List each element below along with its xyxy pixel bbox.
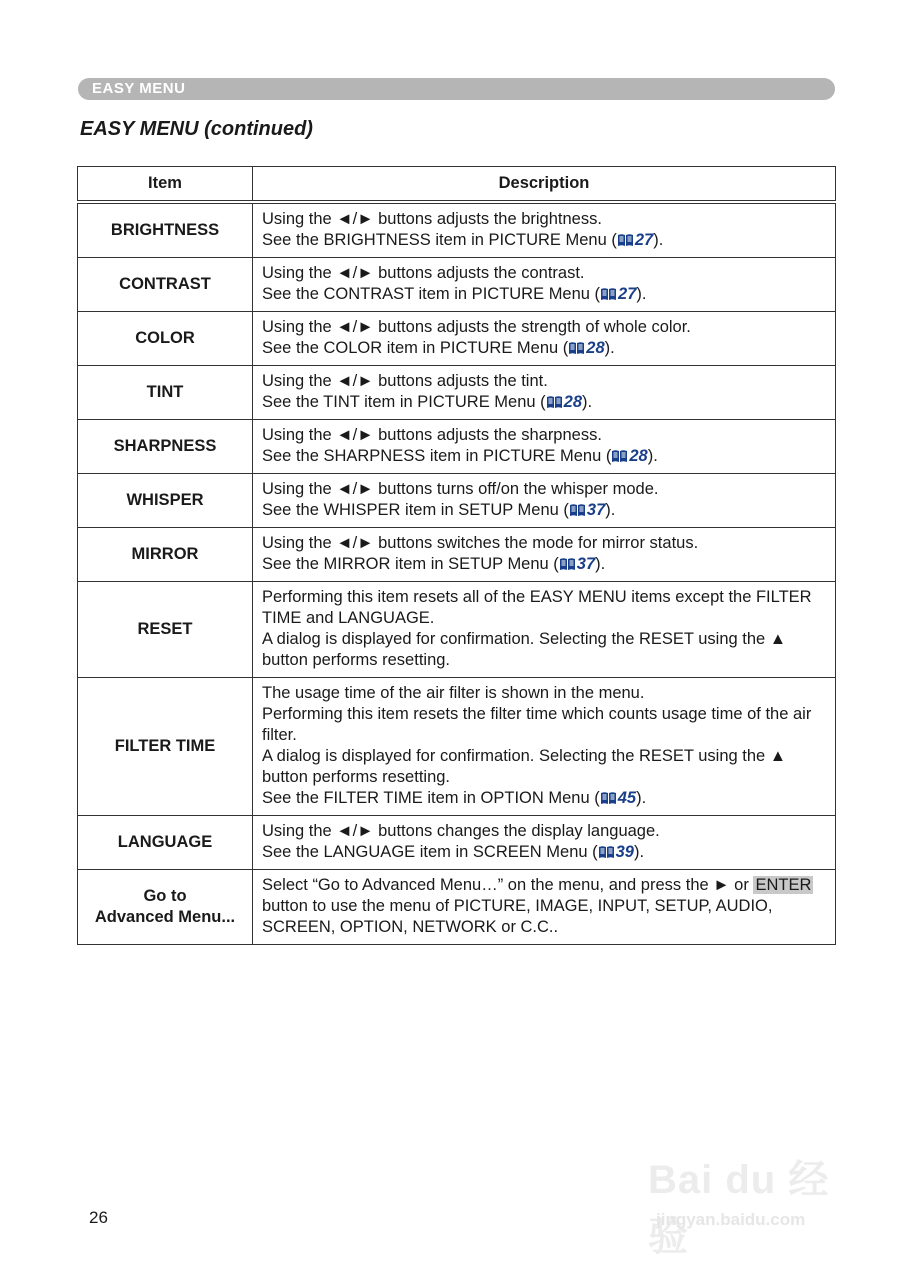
column-header-description: Description [253, 167, 836, 203]
description-text-before: Select “Go to Advanced Menu…” on the menu, and press the ► or [262, 876, 754, 894]
description-cell [253, 312, 836, 366]
table-row [78, 202, 836, 258]
reference-line [262, 842, 827, 863]
item-name-cell: SHARPNESS [78, 420, 253, 474]
reference-line [262, 446, 827, 467]
item-name-cell: WHISPER [78, 474, 253, 528]
reference-suffix: ). [595, 555, 606, 573]
reference-line [262, 554, 827, 575]
description-cell [253, 528, 836, 582]
book-icon [617, 232, 634, 246]
item-name-cell: LANGUAGE [78, 816, 253, 870]
description-text: Performing this item resets all of the EASY MENU items except the FILTER TIME and LANGUAGE. [262, 588, 812, 627]
reference-line [262, 500, 827, 521]
book-icon [568, 340, 585, 354]
reference-text: See the FILTER TIME item in OPTION Menu ( [262, 789, 600, 807]
description-cell [253, 816, 836, 870]
description-cell [253, 202, 836, 258]
reference-suffix: ). [604, 339, 615, 357]
book-icon [598, 844, 615, 858]
table-row [78, 420, 836, 474]
book-icon [546, 394, 563, 408]
description-text: Performing this item resets the filter time which counts usage time of the air filter. [262, 705, 812, 744]
description-text: Using the ◄/► buttons adjusts the sharpness. [262, 426, 602, 444]
table-row [78, 474, 836, 528]
description-text: Using the ◄/► buttons adjusts the brightness. [262, 210, 602, 228]
description-cell [253, 870, 836, 945]
reference-text: See the SHARPNESS item in PICTURE Menu ( [262, 447, 612, 465]
description-text: A dialog is displayed for confirmation. Selecting the RESET using the ▲ button performs resetting. [262, 630, 787, 669]
table-header-row [78, 167, 836, 203]
table-row [78, 312, 836, 366]
description-cell [253, 582, 836, 678]
easy-menu-table [77, 166, 836, 945]
page-reference-link[interactable]: 28 [563, 393, 583, 411]
table-row [78, 528, 836, 582]
table-row [78, 258, 836, 312]
table-row [78, 582, 836, 678]
book-icon [600, 790, 617, 804]
reference-text: See the BRIGHTNESS item in PICTURE Menu ( [262, 231, 617, 249]
table-row [78, 366, 836, 420]
reference-text: See the LANGUAGE item in SCREEN Menu ( [262, 843, 598, 861]
reference-suffix: ). [605, 501, 616, 519]
item-name-cell: RESET [78, 582, 253, 678]
description-cell [253, 366, 836, 420]
description-cell [253, 474, 836, 528]
watermark-logo: Bai du 经验 [648, 1158, 830, 1259]
description-text: Using the ◄/► buttons switches the mode for mirror status. [262, 534, 699, 552]
reference-line [262, 230, 827, 251]
page-reference-link[interactable]: 27 [618, 285, 637, 303]
description-text: Using the ◄/► buttons adjusts the strength of whole color. [262, 318, 691, 336]
reference-suffix: ). [582, 393, 593, 411]
description-cell [253, 678, 836, 816]
reference-text: See the COLOR item in PICTURE Menu ( [262, 339, 569, 357]
description-text: Using the ◄/► buttons adjusts the contrast. [262, 264, 585, 282]
page-reference-link[interactable]: 37 [586, 501, 606, 519]
reference-text: See the TINT item in PICTURE Menu ( [262, 393, 546, 411]
page-reference-link[interactable]: 37 [576, 555, 596, 573]
watermark-url: jingyan.baidu.com [656, 1210, 806, 1229]
reference-line [262, 284, 827, 305]
reference-text: See the MIRROR item in SETUP Menu ( [262, 555, 559, 573]
reference-suffix: ). [636, 285, 647, 303]
item-name-cell [78, 870, 253, 945]
page-reference-link[interactable]: 28 [629, 447, 648, 465]
page-reference-link[interactable]: 27 [634, 231, 654, 249]
description-cell [253, 420, 836, 474]
reference-text: See the WHISPER item in SETUP Menu ( [262, 501, 569, 519]
page-number: 26 [89, 1208, 108, 1227]
page-title: EASY MENU (continued) [80, 118, 313, 140]
description-text [262, 875, 827, 938]
item-name-cell: COLOR [78, 312, 253, 366]
book-icon [600, 286, 617, 300]
page-reference-link[interactable]: 45 [617, 789, 637, 807]
enter-key-label: ENTER [755, 876, 812, 894]
reference-suffix: ). [633, 843, 645, 861]
description-text-after: button to use the menu of PICTURE, IMAGE, INPUT, SETUP, AUDIO, SCREEN, OPTION, NETWORK or C.C.. [262, 897, 773, 936]
section-header-label: EASY MENU [92, 80, 186, 97]
reference-suffix: ). [636, 789, 647, 807]
reference-line [262, 788, 827, 809]
reference-suffix: ). [653, 231, 664, 249]
item-name-line: Go to [143, 887, 187, 905]
description-text: Using the ◄/► buttons changes the display language. [262, 822, 660, 840]
table-row [78, 678, 836, 816]
description-text: The usage time of the air filter is shown in the menu. [262, 684, 645, 702]
table-row [78, 816, 836, 870]
reference-line [262, 392, 827, 413]
item-name-cell: CONTRAST [78, 258, 253, 312]
description-text: Using the ◄/► buttons adjusts the tint. [262, 372, 548, 390]
watermark [648, 1148, 858, 1259]
item-name-cell: MIRROR [78, 528, 253, 582]
item-name-cell: TINT [78, 366, 253, 420]
column-header-item: Item [78, 167, 253, 203]
item-name-cell: BRIGHTNESS [78, 202, 253, 258]
description-text: A dialog is displayed for confirmation. Selecting the RESET using the ▲ button performs resetting. [262, 747, 787, 786]
reference-suffix: ). [647, 447, 658, 465]
section-header-bar [78, 78, 835, 100]
book-icon [559, 556, 576, 570]
book-icon [611, 448, 628, 462]
page-reference-link[interactable]: 39 [615, 843, 634, 861]
item-name-line: Advanced Menu... [94, 908, 236, 926]
table-body [78, 202, 836, 945]
table-row-advanced [78, 870, 836, 945]
page-reference-link[interactable]: 28 [586, 339, 605, 357]
book-icon [569, 502, 586, 516]
reference-line [262, 338, 827, 359]
description-text: Using the ◄/► buttons turns off/on the whisper mode. [262, 480, 659, 498]
reference-text: See the CONTRAST item in PICTURE Menu ( [262, 285, 601, 303]
description-cell [253, 258, 836, 312]
item-name-cell: FILTER TIME [78, 678, 253, 816]
